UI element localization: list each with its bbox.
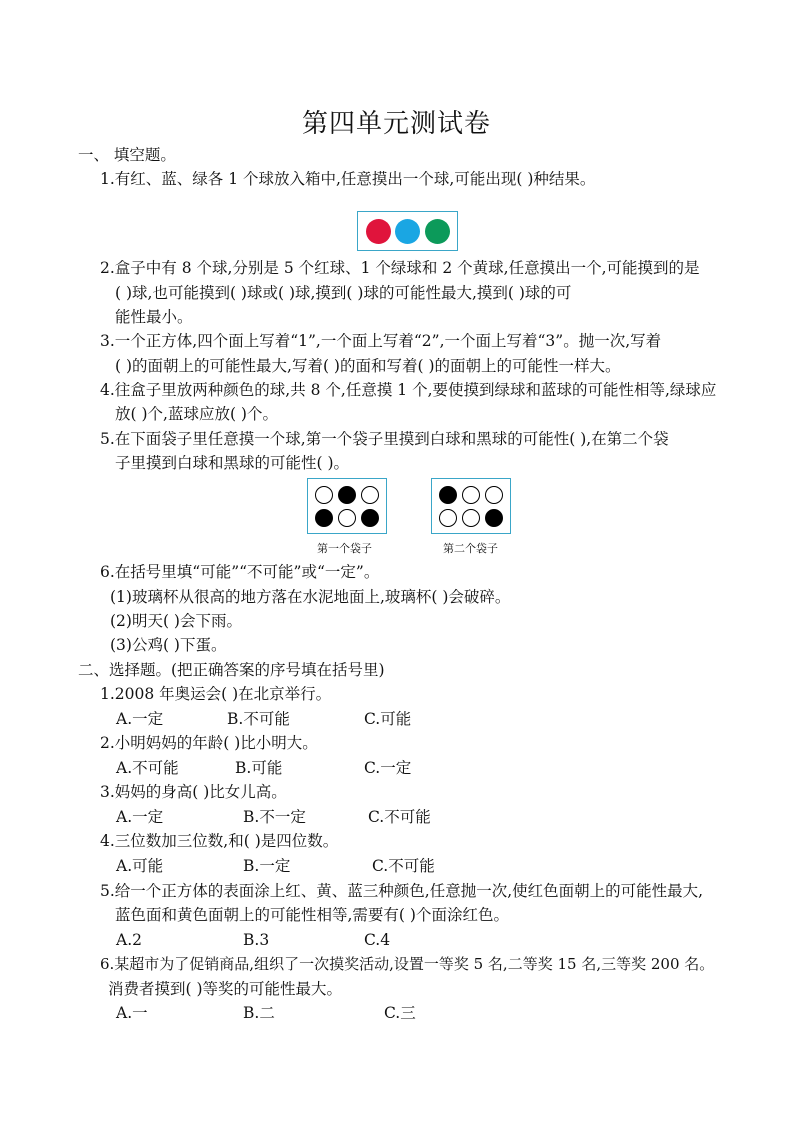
section2-heading: 二、选择题。(把正确答案的序号填在括号里) — [78, 661, 385, 679]
s2-question-6-line2: 消费者摸到( )等奖的可能性最大。 — [108, 980, 343, 998]
s1-question-2-line1: 2.盒子中有 8 个球,分别是 5 个红球、1 个绿球和 2 个黄球,任意摸出一个,可能摸到的是 — [100, 259, 700, 277]
blue-ball — [395, 219, 420, 244]
option-b: B.不一定 — [243, 808, 306, 826]
option-b: B.不可能 — [227, 710, 290, 728]
s2-question-5-line2: 蓝色面和黄色面朝上的可能性相等,需要有( )个面涂红色。 — [115, 906, 509, 924]
white-ball — [462, 509, 480, 527]
s1-question-5-line1: 5.在下面袋子里任意摸一个球,第一个袋子里摸到白球和黑球的可能性( ),在第二个袋 — [100, 430, 669, 448]
black-ball — [315, 509, 333, 527]
s1-question-6-2: (2)明天( )会下雨。 — [110, 612, 242, 630]
section1-heading: 一、 填空题。 — [78, 146, 176, 164]
green-ball — [425, 219, 450, 244]
s2-question-2: 2.小明妈妈的年龄( )比小明大。 — [100, 734, 318, 752]
s2-question-1: 1.2008 年奥运会( )在北京举行。 — [100, 685, 332, 703]
s1-question-4-line1: 4.往盒子里放两种颜色的球,共 8 个,任意摸 1 个,要使摸到绿球和蓝球的可能性相等,绿球应 — [100, 381, 717, 399]
white-ball — [462, 486, 480, 504]
option-b: B.二 — [243, 1004, 275, 1022]
option-c: C.可能 — [364, 710, 412, 728]
white-ball — [361, 486, 379, 504]
white-ball — [315, 486, 333, 504]
option-a: A.一定 — [116, 808, 164, 826]
option-a: A.一定 — [116, 710, 164, 728]
s1-question-6-3: (3)公鸡( )下蛋。 — [110, 636, 227, 654]
red-ball — [366, 219, 391, 244]
option-a: A.一 — [116, 1004, 148, 1022]
bag-2-label: 第二个袋子 — [443, 542, 498, 555]
s2-question-3: 3.妈妈的身高( )比女儿高。 — [100, 783, 287, 801]
s1-question-3-line1: 3.一个正方体,四个面上写着“1”,一个面上写着“2”,一个面上写着“3”。抛一次,写着 — [100, 332, 662, 350]
s1-question-1: 1.有红、蓝、绿各 1 个球放入箱中,任意摸出一个球,可能出现( )种结果。 — [100, 170, 596, 188]
s2-question-4: 4.三位数加三位数,和( )是四位数。 — [100, 832, 339, 850]
option-c: C.不可能 — [372, 857, 435, 875]
option-c: C.4 — [364, 931, 391, 949]
white-ball — [338, 509, 356, 527]
option-c: C.三 — [384, 1004, 416, 1022]
option-a: A.可能 — [116, 857, 164, 875]
bag-2 — [431, 478, 511, 534]
colored-balls-box — [357, 211, 458, 251]
s1-question-2-line2: ( )球,也可能摸到( )球或( )球,摸到( )球的可能性最大,摸到( )球的可 — [115, 284, 572, 302]
option-b: B.可能 — [235, 759, 283, 777]
bag-1 — [307, 478, 387, 534]
s1-question-6: 6.在括号里填“可能”“不可能”或“一定”。 — [100, 563, 380, 581]
bag-1-label: 第一个袋子 — [317, 542, 372, 555]
black-ball — [361, 509, 379, 527]
s1-question-6-1: (1)玻璃杯从很高的地方落在水泥地面上,玻璃杯( )会破碎。 — [110, 588, 511, 606]
option-c: C.不可能 — [368, 808, 431, 826]
option-a: A.不可能 — [116, 759, 179, 777]
option-a: A.2 — [116, 931, 142, 949]
white-ball — [439, 509, 457, 527]
option-c: C.一定 — [364, 759, 412, 777]
option-b: B.一定 — [243, 857, 291, 875]
black-ball — [439, 486, 457, 504]
page-title: 第四单元测试卷 — [301, 109, 491, 139]
black-ball — [338, 486, 356, 504]
s1-question-5-line2: 子里摸到白球和黑球的可能性( )。 — [115, 454, 350, 472]
s2-question-5-line1: 5.给一个正方体的表面涂上红、黄、蓝三种颜色,任意抛一次,使红色面朝上的可能性最大, — [100, 882, 704, 900]
s1-question-2-line3: 能性最小。 — [115, 308, 193, 326]
white-ball — [485, 486, 503, 504]
black-ball — [485, 509, 503, 527]
s1-question-4-line2: 放( )个,蓝球应放( )个。 — [115, 405, 278, 423]
s1-question-3-line2: ( )的面朝上的可能性最大,写着( )的面和写着( )的面朝上的可能性一样大。 — [115, 357, 621, 375]
s2-question-6-line1: 6.某超市为了促销商品,组织了一次摸奖活动,设置一等奖 5 名,二等奖 15 名,三等奖 200 名。 — [100, 955, 715, 973]
option-b: B.3 — [243, 931, 270, 949]
